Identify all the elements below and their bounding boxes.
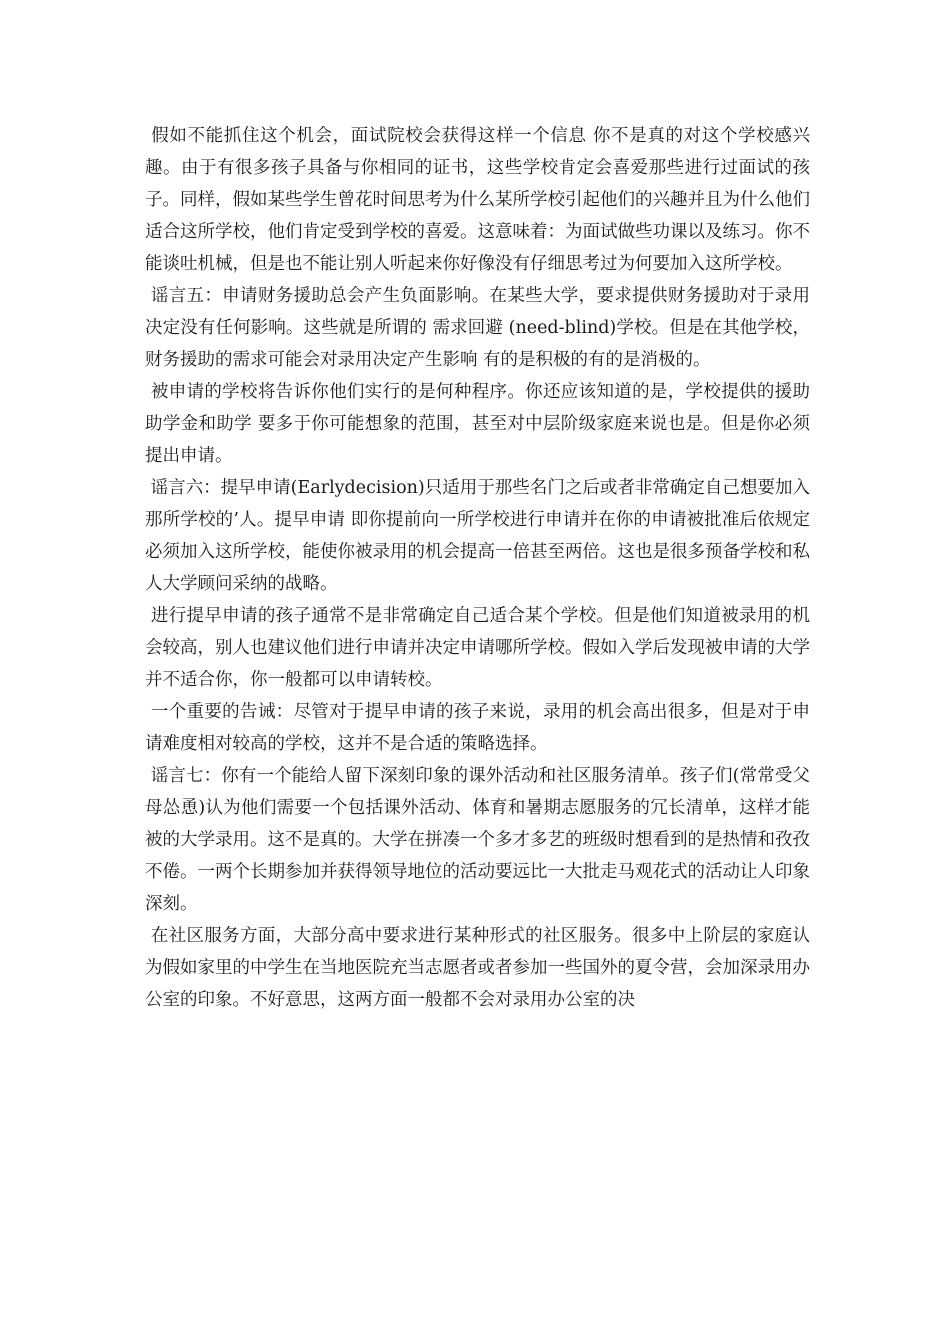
paragraph-6: 一个重要的告诫：尽管对于提早申请的孩子来说，录用的机会高出很多，但是对于申请难度相对较高的学校，这并不是合适的策略选择。 (145, 702, 810, 754)
paragraph-3: 被申请的学校将告诉你他们实行的是何种程序。你还应该知道的是，学校提供的援助 助学金和助学 要多于你可能想象的范围，甚至对中层阶级家庭来说也是。但是你必须提出申请。 (145, 382, 816, 466)
paragraph-7: 谣言七：你有一个能给人留下深刻印象的课外活动和社区服务清单。孩子们(常常受父母怂恿)认为他们需要一个包括课外活动、体育和暑期志愿服务的冗长清单，这样才能被的大学录用。这不是真的。大学在拼凑一个多才多艺的班级时想看到的是热情和孜孜不倦。一两个长期参加并获得领导地位的活动要远比一大批走马观花式的活动让人印象深刻。 (145, 766, 810, 914)
paragraph-2: 谣言五：申请财务援助总会产生负面影响。在某些大学，要求提供财务援助对于录用决定没有任何影响。这些就是所谓的 需求回避 (need-blind)学校。但是在其他学校，财务援助的需求可能会对录用决定产生影响 有的是积极的有的是消极的。 (145, 286, 810, 370)
paragraph-4: 谣言六：提早申请(Earlydecision)只适用于那些名门之后或者非常确定自己想要加入那所学校的’人。提早申请 即你提前向一所学校进行申请并在你的申请被批准后依规定必须加入这所学校，能使你被录用的机会提高一倍甚至两倍。这也是很多预备学校和私人大学顾问采纳的战略。 (145, 478, 810, 594)
paragraph-8: 在社区服务方面，大部分高中要求进行某种形式的社区服务。很多中上阶层的家庭认为假如家里的中学生在当地医院充当志愿者或者参加一些国外的夏令营，会加深录用办公室的印象。不好意思，这两方面一般都不会对录用办公室的决 (145, 926, 810, 1010)
paragraph-1: 假如不能抓住这个机会，面试院校会获得这样一个信息 你不是真的对这个学校感兴趣。由于有很多孩子具备与你相同的证书，这些学校肯定会喜爱那些进行过面试的孩子。同样，假如某些学生曾花时间思考为什么某所学校引起他们的兴趣并且为什么他们适合这所学校，他们肯定受到学校的喜爱。这意味着：为面试做些功课以及练习。你不能谈吐机械，但是也不能让别人听起来你好像没有仔细思考过为何要加入这所学校。 (145, 126, 810, 274)
document-body (145, 120, 816, 1016)
paragraph-5: 进行提早申请的孩子通常不是非常确定自己适合某个学校。但是他们知道被录用的机会较高，别人也建议他们进行申请并决定申请哪所学校。假如入学后发现被申请的大学并不适合你，你一般都可以申请转校。 (145, 606, 810, 690)
